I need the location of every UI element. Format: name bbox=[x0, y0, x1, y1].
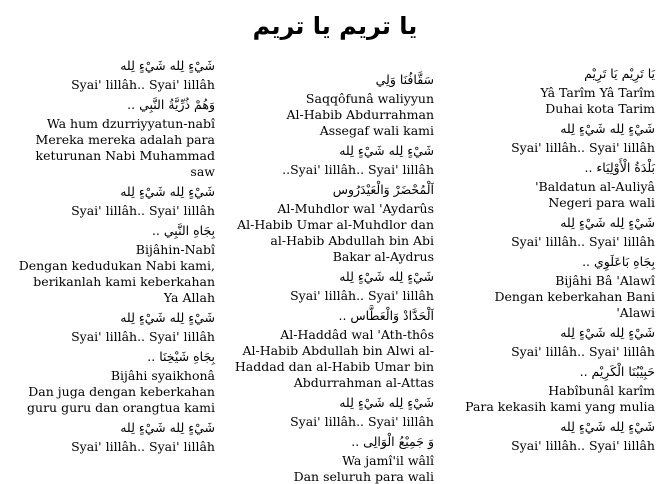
lyric-line-latin: Al-Muhdlor wal 'Aydarûs bbox=[277, 201, 434, 216]
lyric-line-latin: Saqqôfunâ waliyyun bbox=[305, 91, 434, 106]
lyric-line-latin: Bijâhi Bâ 'Alawî bbox=[555, 273, 655, 288]
lyric-line-latin: Al-Habib Abdurrahman Assegaf wali kami bbox=[286, 107, 434, 138]
lyric-line-latin: Syai' lillâh.. Syai' lillâh bbox=[71, 77, 215, 92]
lyric-line-latin: Al-Habib Abdullah bin Alwi al-Haddad dan al-Habib Umar bin Abdurrahman al-Attas bbox=[234, 343, 434, 390]
lyric-line-latin: Syai' lillâh.. Syai' lillâh bbox=[290, 288, 434, 303]
lyric-line-latin: Syai' lillâh.. Syai' lillâh bbox=[511, 234, 655, 249]
lyric-line-latin: Syai' lillâh.. Syai' lillâh bbox=[71, 329, 215, 344]
lyric-line-latin: Bijâhi syaikhonâ bbox=[110, 368, 215, 383]
lyric-line-latin: Dan juga dengan keberkahan guru guru dan orangtua kami bbox=[27, 384, 215, 415]
lyric-line-arabic: بِجَاهِ بَاعَلَوِي .. bbox=[582, 254, 655, 269]
lyric-line-latin: Wa hum dzurriyyatun-nabî bbox=[46, 116, 215, 131]
lyrics-column-left bbox=[15, 54, 215, 484]
lyric-line-latin: Negeri para wali bbox=[548, 195, 655, 210]
lyric-line-arabic: بَلْدَةُ الْأَوْلِيَاء .. bbox=[584, 160, 655, 175]
lyric-line-latin: Syai' lillâh.. Syai' lillâh bbox=[71, 203, 215, 218]
lyric-line-arabic: شَيْءٍ لِله شَيْءٍ لِله bbox=[560, 419, 655, 434]
lyric-line-latin: Dengan keberkahan Bani 'Alawi bbox=[494, 289, 655, 320]
lyrics-columns bbox=[0, 52, 670, 484]
lyric-line-arabic: شَيْءٍ لِله شَيْءٍ لِله bbox=[339, 143, 434, 158]
lyric-line-arabic: شَيْءٍ لِله شَيْءٍ لِله bbox=[560, 325, 655, 340]
lyric-line-arabic: بِجَاهِ شَيْخِنَا .. bbox=[147, 349, 215, 364]
lyric-line-latin: Syai' lillâh.. Syai' lillâh bbox=[511, 140, 655, 155]
lyric-line-latin: Syai' lillâh.. Syai' lillâh bbox=[290, 414, 434, 429]
lyric-line-arabic: بِجَاهِ النَّبِي .. bbox=[151, 223, 215, 238]
lyric-line-latin: Syai' lillâh.. Syai' lillâh bbox=[511, 344, 655, 359]
lyric-line-latin: Wa jamî'il wâlî bbox=[342, 453, 434, 468]
lyric-line-latin: ..Syai' lillâh.. Syai' lillâh bbox=[282, 162, 434, 177]
lyric-line-arabic: يَا تَرِيْم يَا تَرِيْم bbox=[584, 66, 655, 81]
lyric-line-arabic: اَلْحَدَّادْ وَالْعَطَّاس .. bbox=[338, 308, 434, 323]
lyric-line-arabic: حَبِيْبُنَا الْكَرِيْم .. bbox=[579, 364, 655, 379]
lyric-line-arabic: شَيْءٍ لِله شَيْءٍ لِله bbox=[120, 310, 215, 325]
lyrics-column-middle bbox=[234, 54, 434, 484]
lyric-line-arabic: شَيْءٍ لِله شَيْءٍ لِله bbox=[560, 121, 655, 136]
lyric-line-arabic: شَيْءٍ لِله شَيْءٍ لِله bbox=[560, 215, 655, 230]
lyric-line-arabic: اَلْمُحْضَرْ وَالْعَيْدَرُوس bbox=[332, 182, 434, 197]
lyric-line-latin: Syai' lillâh.. Syai' lillâh bbox=[71, 439, 215, 454]
lyric-line-arabic: وَ جَمِيْعُ الْوَالِى .. bbox=[351, 434, 434, 449]
lyric-line-latin: Para kekasih kami yang mulia bbox=[465, 399, 655, 414]
page-title: يا تريم يا تريم bbox=[252, 12, 418, 40]
lyric-line-latin: Bijâhin-Nabî bbox=[135, 242, 215, 257]
lyric-line-latin: Dengan kedudukan Nabi kami, berikanlah kami keberkahan Ya Allah bbox=[18, 258, 215, 305]
lyrics-column-right bbox=[455, 54, 655, 484]
lyric-line-latin: Yâ Tarîm Yâ Tarîm bbox=[540, 85, 655, 100]
lyric-line-arabic: وَهُمْ ذُرِّيَّةُ النَّبِي .. bbox=[127, 97, 215, 112]
lyric-line-arabic: شَيْءٍ لِله شَيْءٍ لِله bbox=[120, 58, 215, 73]
lyric-line-latin: Duhai kota Tarim bbox=[545, 101, 655, 116]
lyric-line-arabic: شَيْءٍ لِله شَيْءٍ لِله bbox=[120, 420, 215, 435]
lyric-line-latin: Dan seluruh para wali bbox=[293, 469, 434, 484]
lyric-line-latin: Al-Haddâd wal 'Ath-thôs bbox=[280, 327, 434, 342]
lyric-line-latin: Habîbunâl karîm bbox=[548, 383, 655, 398]
lyric-line-arabic: سَقَّافُنَا وَلِي bbox=[375, 72, 434, 87]
lyric-line-arabic: شَيْءٍ لِله شَيْءٍ لِله bbox=[339, 269, 434, 284]
lyric-line-latin: 'Baldatun al-Auliyâ bbox=[535, 179, 655, 194]
lyric-line-arabic: شَيْءٍ لِله شَيْءٍ لِله bbox=[120, 184, 215, 199]
lyric-line-latin: Syai' lillâh.. Syai' lillâh bbox=[511, 438, 655, 453]
lyric-line-arabic: شَيْءٍ لِله شَيْءٍ لِله bbox=[339, 395, 434, 410]
lyric-line-latin: Al-Habib Umar al-Muhdlor dan al-Habib Abdullah bin Abi Bakar al-Aydrus bbox=[237, 217, 434, 264]
lyric-line-latin: Mereka mereka adalah para keturunan Nabi Muhammad saw bbox=[35, 132, 215, 179]
